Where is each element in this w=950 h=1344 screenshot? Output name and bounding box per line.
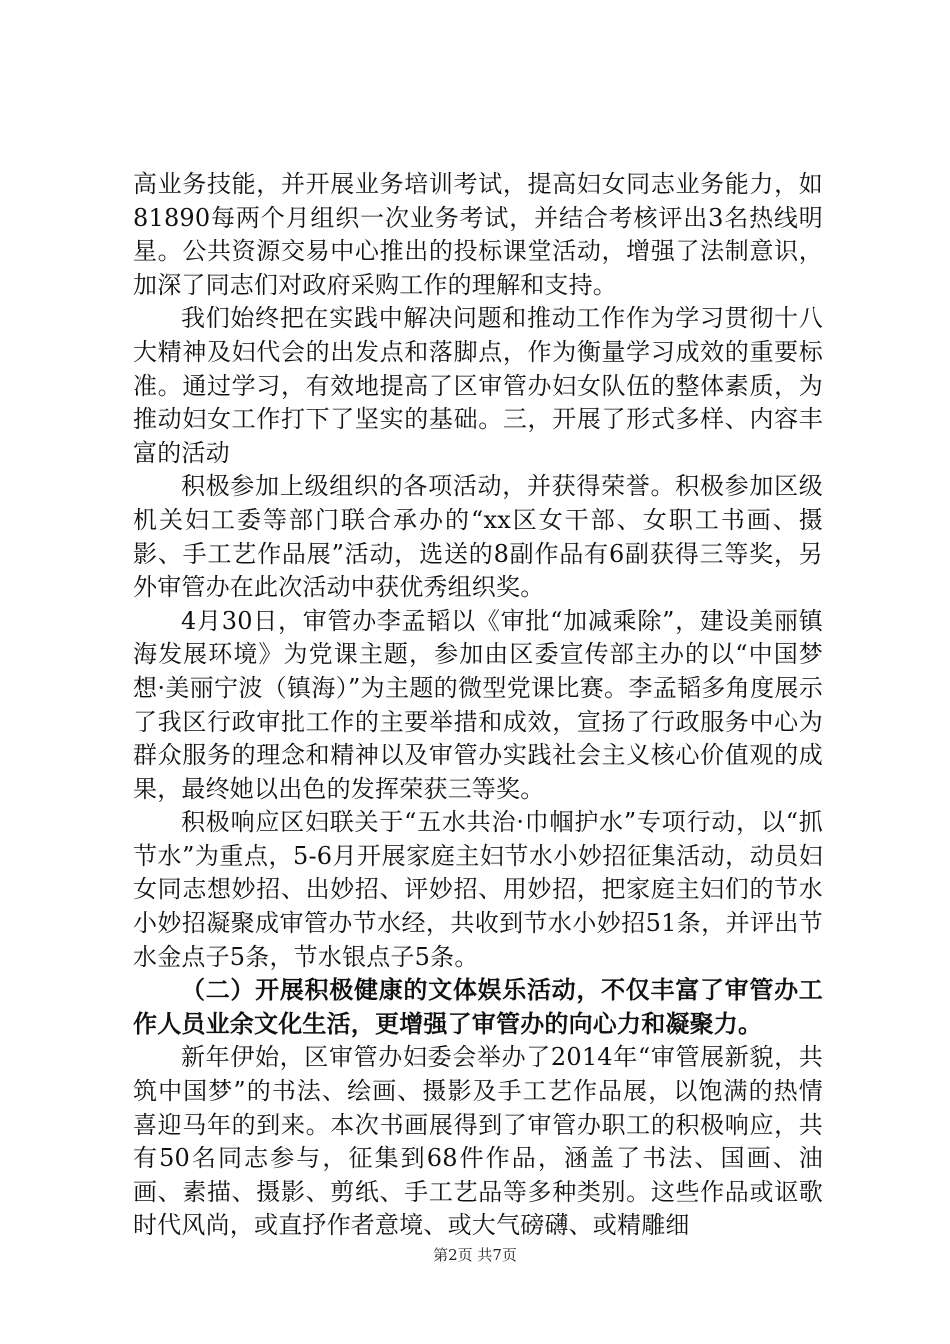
paragraph-1: 高业务技能，并开展业务培训考试，提高妇女同志业务能力，如81890每两个月组织一次业务考试，并结合考核评出3名热线明星。公共资源交易中心推出的投标课堂活动，增强了法制意识，加深了同志们对政府采购工作的理解和支持。 [133,170,823,299]
page-footer: 第2页 共7页 [433,1246,517,1264]
paragraph-4: 4月30日，审管办李孟韬以《审批“加减乘除”，建设美丽镇海发展环境》为党课主题，参加由区委宣传部主办的以“中国梦想·美丽宁波（镇海）”为主题的微型党课比赛。李孟韬多角度展示了我区行政审批工作的主要举措和成效，宣扬了行政服务中心为群众服务的理念和精神以及审管办实践社会主义核心价值观的成果，最终她以出色的发挥荣获三等奖。 [133,606,823,803]
paragraph-6: 新年伊始，区审管办妇委会举办了2014年“审管展新貌，共筑中国梦”的书法、绘画、摄影及手工艺作品展，以饱满的热情喜迎马年的到来。本次书画展得到了审管办职工的积极响应，共有50名同志参与，征集到68件作品，涵盖了书法、国画、油画、素描、摄影、剪纸、手工艺品等多种类别。这些作品或讴歌时代风尚，或直抒作者意境、或大气磅礴、或精雕细 [133,1043,823,1240]
paragraph-2: 我们始终把在实践中解决问题和推动工作作为学习贯彻十八大精神及妇代会的出发点和落脚点，作为衡量学习成效的重要标准。通过学习，有效地提高了区审管办妇女队伍的整体素质，为推动妇女工作打下了坚实的基础。三，开展了形式多样、内容丰富的活动 [133,304,823,467]
section-heading: （二）开展积极健康的文体娱乐活动，不仅丰富了审管办工作人员业余文化生活，更增强了审管办的向心力和凝聚力。 [133,976,823,1038]
paragraph-5: 积极响应区妇联关于“五水共治·巾帼护水”专项行动，以“抓节水”为重点，5-6月开展家庭主妇节水小妙招征集活动，动员妇女同志想妙招、出妙招、评妙招、用妙招，把家庭主妇们的节水小妙招凝聚成审管办节水经，共收到节水小妙招51条，并评出节水金点子5条，节水银点子5条。 [133,808,823,971]
paragraph-3: 积极参加上级组织的各项活动，并获得荣誉。积极参加区级机关妇工委等部门联合承办的“xx区女干部、女职工书画、摄影、手工艺作品展”活动，选送的8副作品有6副获得三等奖，另外审管办在此次活动中获优秀组织奖。 [133,472,823,602]
document-body [133,168,823,1243]
